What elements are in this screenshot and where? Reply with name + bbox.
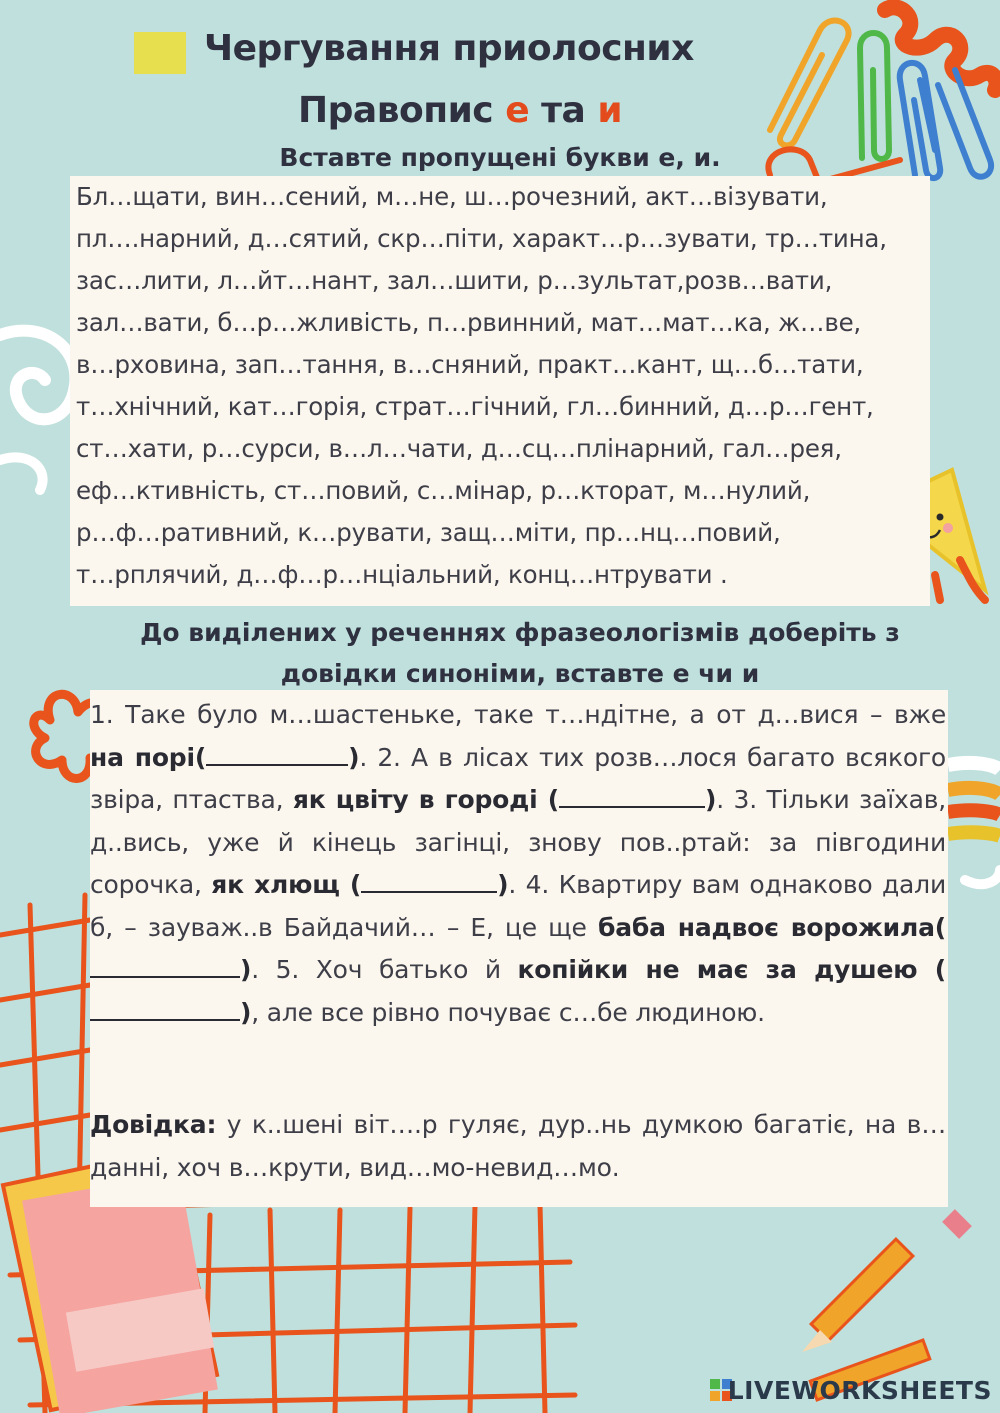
exercise1-line: зал…вати, б…р…жливість, п…рвинний, мат…мат…ка, ж…ве, <box>76 308 862 337</box>
rainbow-icon <box>948 763 1000 836</box>
subtitle-letter-e: е <box>505 90 530 131</box>
sentence-text: . 3. Тільки заїхав, д..вись, уже й кінець загінці, знову пов..ртай: за півгодини сорочка, <box>90 785 946 899</box>
exercise1-line: ст…хати, р…сурси, в…л…чати, д…сц…плінарний, гал…рея, <box>76 434 842 463</box>
idiom-1-end: ) <box>348 742 360 772</box>
exercise1-instruction: Вставте пропущені букви е, и. <box>279 143 721 172</box>
sentence-text: 1. Таке було м…шастеньке, таке т…ндітне, а от д…вися – вже <box>90 700 946 729</box>
subtitle-letter-i: и <box>597 90 623 131</box>
idiom-2-end: ) <box>705 785 717 814</box>
idiom-3: як хлющ ( <box>211 870 362 899</box>
white-swirl-icon <box>0 331 75 420</box>
exercise2-instruction-line2: довідки синоніми, вставте е чи и <box>280 659 760 688</box>
idiom-1: на порі( <box>90 742 207 772</box>
idiom-3-end: ) <box>497 870 509 899</box>
idiom-2: як цвіту в городі ( <box>292 785 559 814</box>
subtitle-prefix: Правопис <box>298 90 506 131</box>
page-title: Чергування приолосних <box>204 28 694 69</box>
reference-text: у к..шені віт….р гуляє, дур..нь думкою багатіє, на в…данні, хоч в…крути, вид…мо-невид…мо. <box>90 1110 946 1182</box>
subtitle-mid: та <box>529 90 598 131</box>
page-subtitle <box>298 90 622 131</box>
brand-watermark[interactable]: LIVEWORKSHEETS <box>727 1376 992 1405</box>
idiom-5-end: ) <box>240 997 252 1027</box>
exercise1-line: пл….нарний, д…сятий, скр…піти, характ…р…зувати, тр…тина, <box>76 224 887 253</box>
answer-blank-1[interactable] <box>206 742 348 766</box>
exercise1-line: т…хнічний, кат…горія, страт…гічний, гл…бинний, д…р…гент, <box>76 392 874 421</box>
exercise2-text <box>90 694 946 1034</box>
reference-label: Довідка: <box>90 1110 217 1139</box>
answer-blank-2[interactable] <box>559 784 705 808</box>
answer-blank-5[interactable] <box>90 997 240 1021</box>
idiom-4: баба надвоє ворожила( <box>597 912 946 942</box>
exercise1-line: т…рплячий, д…ф…р…нціальний, конц…нтрувати . <box>76 560 728 589</box>
idiom-5: копійки не має за душею ( <box>517 955 946 984</box>
exercise1-line: еф…ктивність, ст…повий, с…мінар, р…кторат, м…нулий, <box>76 476 811 505</box>
exercise2-instruction <box>70 612 970 694</box>
reference-block <box>90 1104 946 1189</box>
exercise1-box <box>70 176 930 606</box>
exercise2-box <box>90 690 948 1207</box>
exercise2-instruction-line1: До виділених у реченнях фразеологізмів доберіть з <box>140 618 900 647</box>
idiom-4-end: ) <box>240 955 252 984</box>
sentence-text: . 4. Квартиру вам однаково дали б, – зауваж..в Байдачий… – Е, це ще <box>90 870 946 942</box>
title-marker-square <box>134 32 186 74</box>
exercise1-line: в…рховина, зап…тання, в…сняний, практ…кант, щ…б…тати, <box>76 350 864 379</box>
sentence-text: . 5. Хоч батько й <box>251 955 518 984</box>
sentence-text: . 2. А в лісах тих розв…лося багато всякого звіра, птаства, <box>90 742 946 814</box>
exercise1-line: Бл…щати, вин…сений, м…не, ш…рочезний, акт…візувати, <box>76 182 828 211</box>
pencil-icon <box>802 1209 972 1352</box>
answer-blank-3[interactable] <box>361 869 497 893</box>
sentence-text: , але все рівно почуває с…бе людиною. <box>251 997 765 1027</box>
exercise1-line: р…ф…ративний, к…рувати, защ…міти, пр…нц…повий, <box>76 518 781 547</box>
exercise1-line: зас…лити, л…йт…нант, зал…шити, р…зультат,розв…вати, <box>76 266 833 295</box>
answer-blank-4[interactable] <box>90 954 240 978</box>
